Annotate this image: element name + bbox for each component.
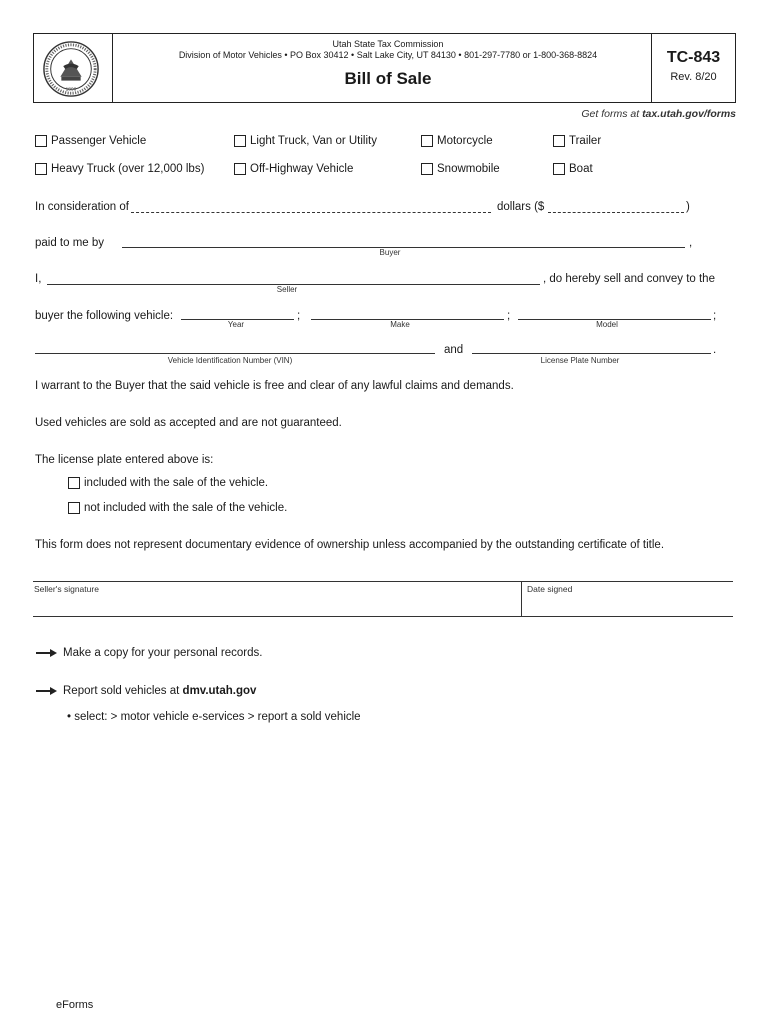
checkbox-label: Trailer bbox=[569, 135, 602, 147]
checkbox-square[interactable] bbox=[68, 477, 80, 489]
checkbox-plate-included[interactable] bbox=[68, 477, 268, 489]
checkbox-square[interactable] bbox=[421, 135, 433, 147]
arrow-right-icon bbox=[36, 686, 58, 696]
checkbox-label: Light Truck, Van or Utility bbox=[250, 135, 377, 147]
utah-state-seal-icon bbox=[42, 40, 100, 98]
seller-suffix: , do hereby sell and convey to the bbox=[543, 273, 715, 285]
dmv-link[interactable]: dmv.utah.gov bbox=[182, 685, 257, 697]
buyer-caption: Buyer bbox=[379, 248, 401, 257]
warrant-statement: I warrant to the Buyer that the said vehicle is free and clear of any lawful claims and demands. bbox=[35, 380, 514, 392]
checkbox-label: Motorcycle bbox=[437, 135, 493, 147]
dollar-amount-field[interactable] bbox=[548, 212, 684, 213]
buyer-comma: , bbox=[689, 237, 693, 249]
checkbox-plate-not-included[interactable] bbox=[68, 502, 287, 514]
vin-field[interactable] bbox=[35, 353, 435, 354]
checkbox-label: Boat bbox=[569, 163, 593, 175]
checkbox-label: Passenger Vehicle bbox=[51, 135, 147, 147]
model-sep: ; bbox=[713, 310, 717, 322]
form-revision: Rev. 8/20 bbox=[670, 71, 717, 83]
checkbox-square[interactable] bbox=[421, 163, 433, 175]
svg-text:1896: 1896 bbox=[65, 87, 77, 93]
model-caption: Model bbox=[596, 320, 618, 329]
checkbox-square[interactable] bbox=[35, 163, 47, 175]
used-vehicle-statement: Used vehicles are sold as accepted and are not guaranteed. bbox=[35, 417, 342, 429]
plate-period: . bbox=[713, 344, 717, 356]
report-note bbox=[63, 685, 256, 697]
checkbox-label: included with the sale of the vehicle. bbox=[84, 477, 269, 489]
year-sep: ; bbox=[297, 310, 301, 322]
arrow-right-icon bbox=[36, 648, 58, 658]
seller-signature-label: Seller's signature bbox=[34, 584, 99, 594]
seller-caption: Seller bbox=[276, 285, 298, 294]
checkbox-passenger-vehicle[interactable] bbox=[35, 135, 146, 147]
get-forms-note bbox=[581, 108, 736, 120]
agency-info bbox=[124, 39, 652, 61]
checkbox-heavy-truck[interactable] bbox=[35, 163, 204, 175]
date-signed-field[interactable] bbox=[523, 582, 733, 616]
page-title: Bill of Sale bbox=[344, 69, 432, 88]
plate-caption: License Plate Number bbox=[540, 356, 620, 365]
seal-cell bbox=[34, 34, 113, 102]
make-caption: Make bbox=[390, 320, 410, 329]
form-number: TC-843 bbox=[666, 49, 721, 66]
paid-by-label: paid to me by bbox=[35, 237, 105, 249]
checkbox-label: not included with the sale of the vehicle. bbox=[84, 502, 288, 514]
get-forms-prefix: Get forms at bbox=[581, 108, 643, 120]
signature-section bbox=[33, 581, 733, 617]
checkbox-label: Off-Highway Vehicle bbox=[250, 163, 354, 175]
consideration-label: In consideration of bbox=[35, 201, 129, 213]
select-instructions: • select: > motor vehicle e-services > report a sold vehicle bbox=[67, 711, 361, 723]
checkbox-square[interactable] bbox=[234, 163, 246, 175]
checkbox-snowmobile[interactable] bbox=[421, 163, 500, 175]
seller-prefix: I, bbox=[35, 273, 42, 285]
consideration-words-field[interactable] bbox=[131, 212, 491, 213]
license-plate-field[interactable] bbox=[472, 353, 711, 354]
checkbox-off-highway-vehicle[interactable] bbox=[234, 163, 353, 175]
checkbox-label: Snowmobile bbox=[437, 163, 500, 175]
form-header bbox=[33, 33, 736, 103]
checkbox-light-truck[interactable] bbox=[234, 135, 377, 147]
dollars-label: dollars ($ bbox=[497, 201, 545, 213]
copy-note: Make a copy for your personal records. bbox=[63, 647, 263, 659]
checkbox-motorcycle[interactable] bbox=[421, 135, 493, 147]
get-forms-link[interactable]: tax.utah.gov/forms bbox=[642, 108, 736, 120]
checkbox-square[interactable] bbox=[553, 135, 565, 147]
checkbox-square[interactable] bbox=[234, 135, 246, 147]
agency-address: Division of Motor Vehicles • PO Box 30412 • Salt Lake City, UT 84130 • 801-297-7780 or 1-800-368-8824 bbox=[178, 50, 598, 60]
vehicle-label: buyer the following vehicle: bbox=[35, 310, 174, 322]
ownership-statement: This form does not represent documentary evidence of ownership unless accompanied by the outstanding certificate of title. bbox=[35, 539, 665, 551]
checkbox-square[interactable] bbox=[35, 135, 47, 147]
year-caption: Year bbox=[227, 320, 245, 329]
seller-signature-field[interactable] bbox=[33, 582, 520, 616]
make-sep: ; bbox=[507, 310, 511, 322]
vin-caption: Vehicle Identification Number (VIN) bbox=[167, 356, 293, 365]
checkbox-boat[interactable] bbox=[553, 163, 593, 175]
signature-divider bbox=[521, 582, 522, 616]
checkbox-square[interactable] bbox=[553, 163, 565, 175]
date-signed-label: Date signed bbox=[527, 584, 573, 594]
checkbox-trailer[interactable] bbox=[553, 135, 601, 147]
plate-intro: The license plate entered above is: bbox=[35, 454, 214, 466]
form-id-cell bbox=[651, 34, 735, 102]
report-prefix: Report sold vehicles at bbox=[63, 685, 183, 697]
checkbox-square[interactable] bbox=[68, 502, 80, 514]
checkbox-label: Heavy Truck (over 12,000 lbs) bbox=[51, 163, 205, 175]
and-label: and bbox=[444, 344, 464, 356]
dollars-close: ) bbox=[686, 201, 690, 213]
eforms-brand: eForms bbox=[56, 999, 94, 1011]
agency-name: Utah State Tax Commission bbox=[332, 39, 444, 49]
